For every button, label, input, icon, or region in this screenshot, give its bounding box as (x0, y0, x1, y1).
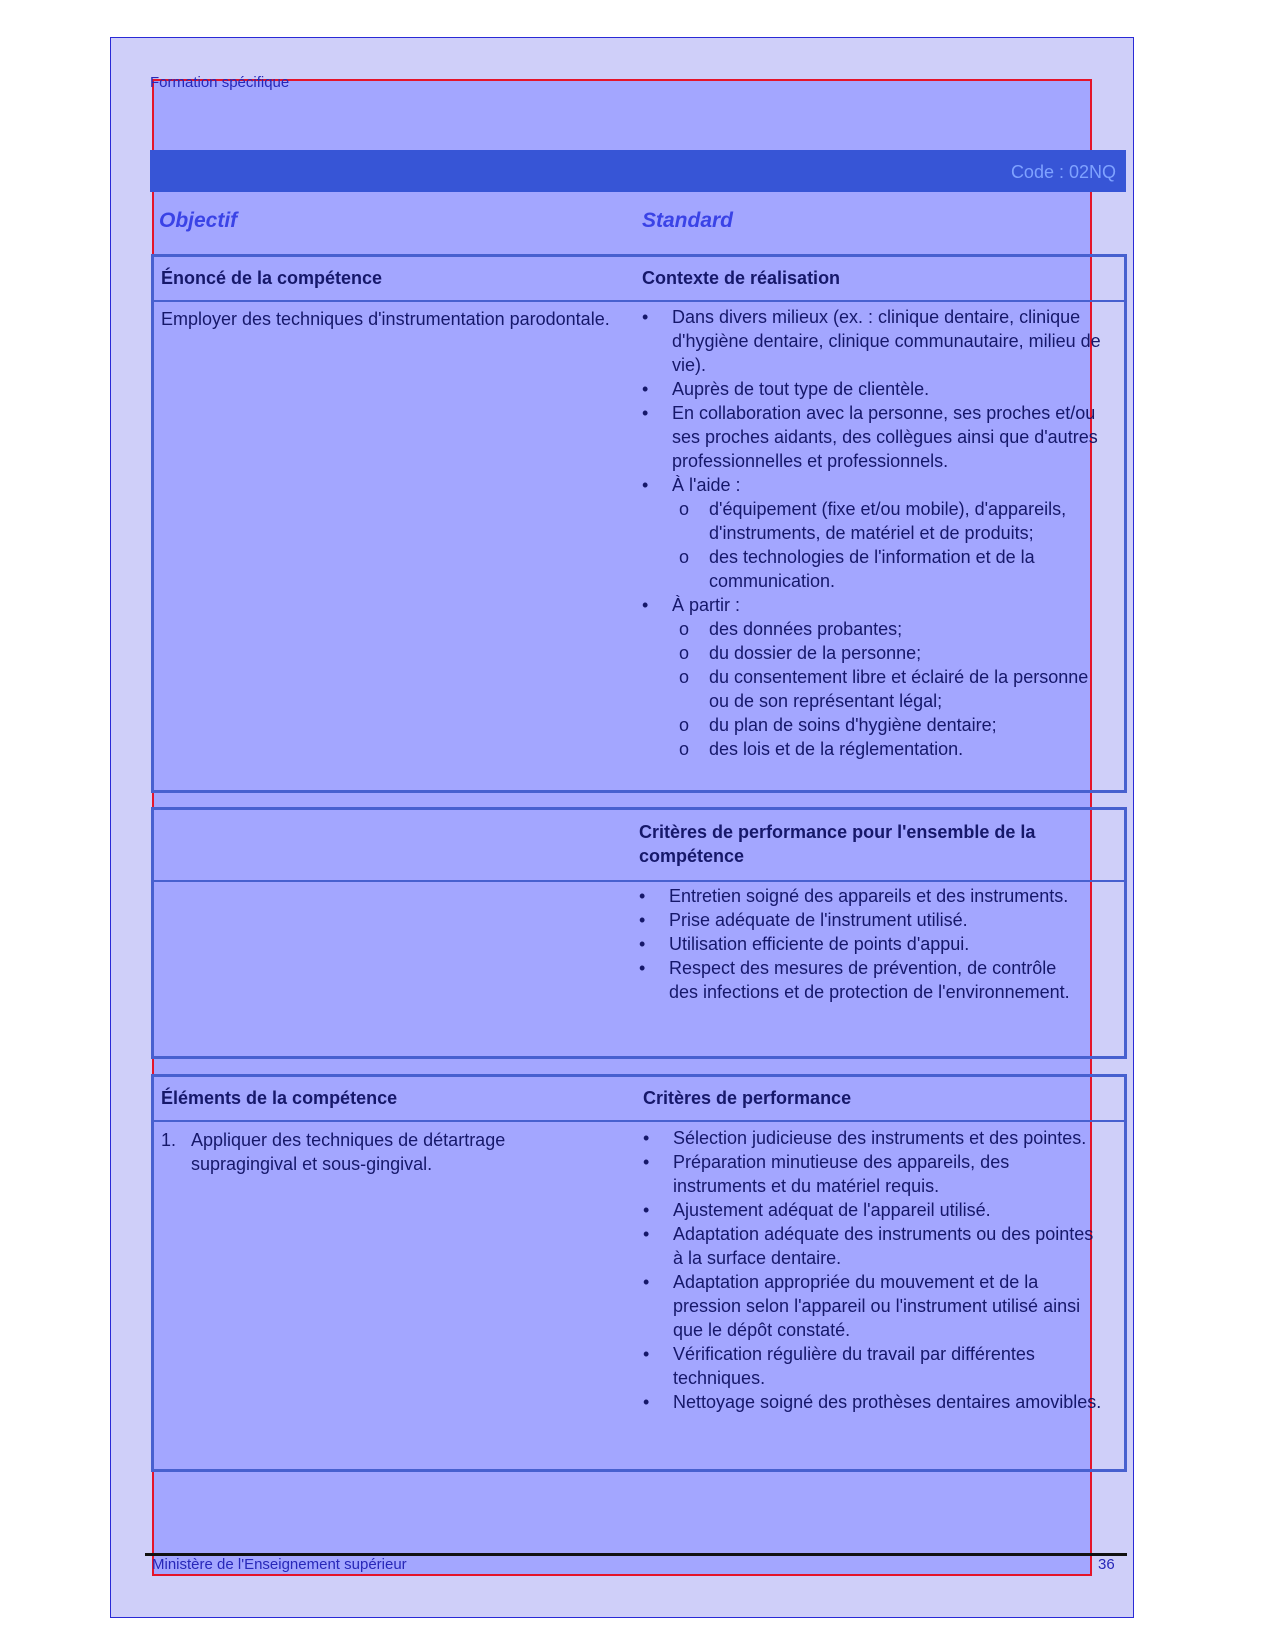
header-divider (154, 300, 1124, 302)
bullet-item (642, 401, 1112, 473)
element-number: 1. (161, 1130, 177, 1150)
context-header: Contexte de réalisation (642, 268, 841, 288)
bullet-item (642, 593, 1112, 617)
footer-ministry: Ministère de l'Enseignement supérieur (152, 1556, 407, 1573)
overall-criteria-header: Critères de performance pour l'ensemble de la compétence (639, 822, 1036, 866)
sub-bullet-item (642, 617, 1112, 641)
competency-statement: Employer des techniques d'instrumentation parodontale. (161, 309, 610, 329)
bullet-text: Respect des mesures de prévention, de contrôle des infections et de protection de l'environnement. (669, 958, 1070, 1002)
performance-header: Critères de performance (643, 1088, 852, 1108)
bullet-text: des données probantes; (709, 619, 903, 639)
bullet-text: Nettoyage soigné des prothèses dentaires amovibles. (673, 1392, 1102, 1412)
bullet-text: Dans divers milieux (ex. : clinique dentaire, clinique d'hygiène dentaire, clinique communautaire, milieu de vie). (672, 307, 1101, 375)
bullet-marker: • (639, 958, 646, 978)
bullet-item (639, 956, 1079, 1004)
bullet-item (643, 1270, 1103, 1342)
bullet-marker: • (643, 1392, 650, 1412)
element-text: Appliquer des techniques de détartrage supragingival et sous-gingival. (191, 1130, 506, 1174)
bullet-text: des technologies de l'information et de la communication. (709, 547, 1035, 591)
bullet-marker: • (642, 379, 649, 399)
bullet-text: des lois et de la réglementation. (709, 739, 964, 759)
sub-bullet-marker: o (679, 715, 690, 735)
bullet-text: Adaptation appropriée du mouvement et de la pression selon l'appareil ou l'instrument utilisé ainsi que le dépôt constaté. (673, 1272, 1081, 1340)
bullet-text: À l'aide : (672, 475, 741, 495)
performance-criteria-list (643, 1126, 1103, 1414)
sub-bullet-marker: o (679, 643, 690, 663)
bullet-marker: • (643, 1272, 650, 1292)
bullet-marker: • (639, 910, 646, 930)
bullet-item (643, 1390, 1103, 1414)
statement-header: Énoncé de la compétence (161, 268, 383, 288)
bullet-marker: • (639, 934, 646, 954)
sub-bullet-marker: o (679, 739, 690, 759)
sub-bullet-marker: o (679, 619, 690, 639)
program-code: Code : 02NQ (1010, 162, 1116, 182)
section-title: Formation spécifique (150, 74, 290, 91)
sub-bullet-marker: o (679, 667, 690, 687)
bullet-item (639, 932, 1079, 956)
sub-bullet-item (642, 713, 1112, 737)
column-title-objective: Objectif (159, 209, 238, 232)
bullet-text: Auprès de tout type de clientèle. (672, 379, 930, 399)
bullet-item (643, 1126, 1103, 1150)
bullet-marker: • (642, 595, 649, 615)
bullet-text: Prise adéquate de l'instrument utilisé. (669, 910, 968, 930)
bullet-text: Utilisation efficiente de points d'appui. (669, 934, 970, 954)
header-divider (154, 880, 1124, 882)
bullet-text: Adaptation adéquate des instruments ou des pointes à la surface dentaire. (673, 1224, 1094, 1268)
bullet-text: du dossier de la personne; (709, 643, 922, 663)
page-number: 36 (1098, 1556, 1115, 1573)
bullet-item (643, 1198, 1103, 1222)
code-bar (150, 150, 1126, 192)
bullet-item (639, 884, 1079, 908)
bullet-text: Ajustement adéquat de l'appareil utilisé. (673, 1200, 991, 1220)
bullet-marker: • (642, 403, 649, 423)
sub-bullet-item (642, 665, 1112, 713)
bullet-text: Sélection judicieuse des instruments et des pointes. (673, 1128, 1087, 1148)
overall-criteria-list (639, 884, 1079, 1004)
bullet-marker: • (643, 1224, 650, 1244)
bullet-text: Entretien soigné des appareils et des instruments. (669, 886, 1069, 906)
bullet-marker: • (642, 475, 649, 495)
bullet-marker: • (643, 1152, 650, 1172)
sub-bullet-item (642, 641, 1112, 665)
sub-bullet-item (642, 545, 1112, 593)
bullet-marker: • (639, 886, 646, 906)
header-divider (154, 1120, 1124, 1122)
bullet-text: du plan de soins d'hygiène dentaire; (709, 715, 997, 735)
bullet-text: En collaboration avec la personne, ses proches et/ou ses proches aidants, des collègues ainsi que d'autres professionnelles et professionnels. (672, 403, 1098, 471)
bullet-item (642, 305, 1112, 377)
sub-bullet-item (642, 737, 1112, 761)
bullet-item (643, 1342, 1103, 1390)
sub-bullet-marker: o (679, 547, 690, 567)
bullet-marker: • (643, 1344, 650, 1364)
bullet-item (639, 908, 1079, 932)
bullet-item (643, 1150, 1103, 1198)
elements-header: Éléments de la compétence (161, 1088, 398, 1108)
bullet-text: d'équipement (fixe et/ou mobile), d'appareils, d'instruments, de matériel et de produits; (709, 499, 1067, 543)
context-list (642, 305, 1112, 761)
column-title-standard: Standard (642, 209, 734, 232)
bullet-marker: • (642, 307, 649, 327)
sub-bullet-item (642, 497, 1112, 545)
bullet-text: du consentement libre et éclairé de la personne ou de son représentant légal; (709, 667, 1089, 711)
bullet-item (642, 473, 1112, 497)
bullet-marker: • (643, 1200, 650, 1220)
bullet-text: Préparation minutieuse des appareils, des instruments et du matériel requis. (673, 1152, 1010, 1196)
sub-bullet-marker: o (679, 499, 690, 519)
bullet-item (643, 1222, 1103, 1270)
bullet-item (642, 377, 1112, 401)
bullet-text: Vérification régulière du travail par différentes techniques. (673, 1344, 1035, 1388)
bullet-text: À partir : (672, 595, 741, 615)
bullet-marker: • (643, 1128, 650, 1148)
